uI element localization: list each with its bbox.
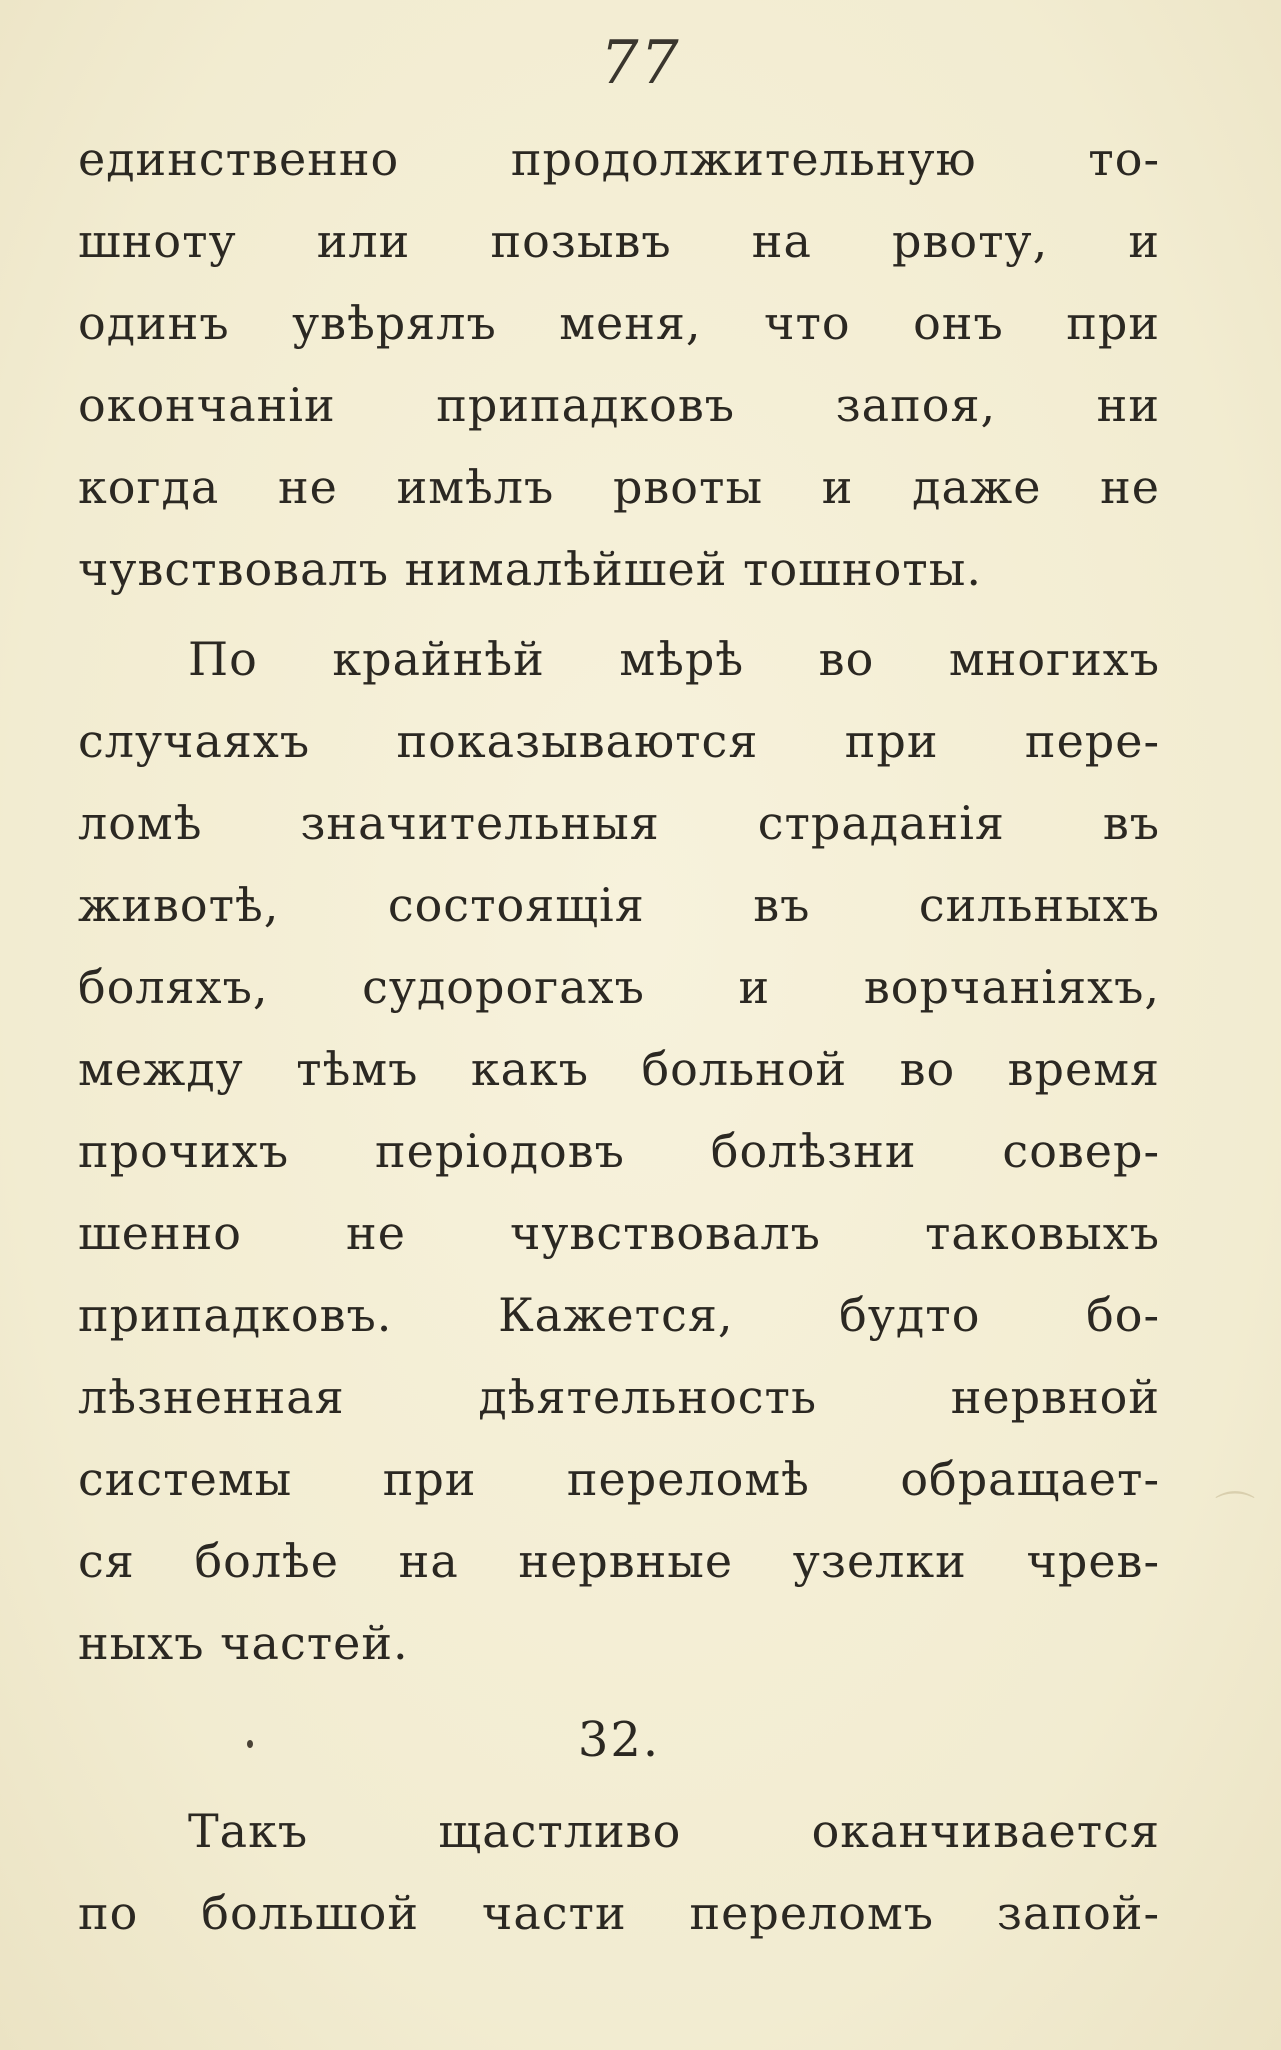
text-line: системы при переломѣ обращает-	[78, 1452, 1160, 1506]
text-line: когда не имѣлъ рвоты и даже не	[78, 460, 1160, 514]
paragraph	[78, 1790, 1160, 1954]
text-line: единственно продолжительную то-	[78, 132, 1160, 186]
text-line: ся болѣе на нервные узелки чрев-	[78, 1534, 1160, 1588]
text-line: боляхъ, судорогахъ и ворчаніяхъ,	[78, 960, 1160, 1014]
body-text	[78, 118, 1160, 1954]
text-line: ныхъ частей.	[78, 1616, 409, 1670]
text-line: по большой части переломъ запой-	[78, 1886, 1160, 1940]
paragraph-continued	[78, 118, 1160, 610]
faint-margin-mark: ⌒	[1215, 1489, 1255, 1535]
text-line: прочихъ періодовъ болѣзни совер-	[78, 1124, 1160, 1178]
text-line: окончаніи припадковъ запоя, ни	[78, 378, 1160, 432]
text-line: ломѣ значительныя страданія въ	[78, 796, 1160, 850]
ink-speck	[247, 1740, 253, 1748]
text-line: припадковъ. Кажется, будто бо-	[78, 1288, 1160, 1342]
text-line: чувствовалъ нималѣйшей тошноты.	[78, 542, 982, 596]
text-line: Такъ щастливо оканчивается	[188, 1804, 1160, 1858]
text-line: шноту или позывъ на рвоту, и	[78, 214, 1160, 268]
text-line: лѣзненная дѣятельность нервной	[78, 1370, 1160, 1424]
text-line: шенно не чувствовалъ таковыхъ	[78, 1206, 1160, 1260]
section-number: 32.	[577, 1712, 661, 1768]
text-line: случаяхъ показываются при пере-	[78, 714, 1160, 768]
text-line: одинъ увѣрялъ меня, что онъ при	[78, 296, 1160, 350]
text-line: животѣ, состоящія въ сильныхъ	[78, 878, 1160, 932]
text-line: между тѣмъ какъ больной во время	[78, 1042, 1160, 1096]
page-number: 77	[600, 28, 681, 98]
text-line: По крайнѣй мѣрѣ во многихъ	[188, 632, 1160, 686]
paragraph	[78, 618, 1160, 1684]
